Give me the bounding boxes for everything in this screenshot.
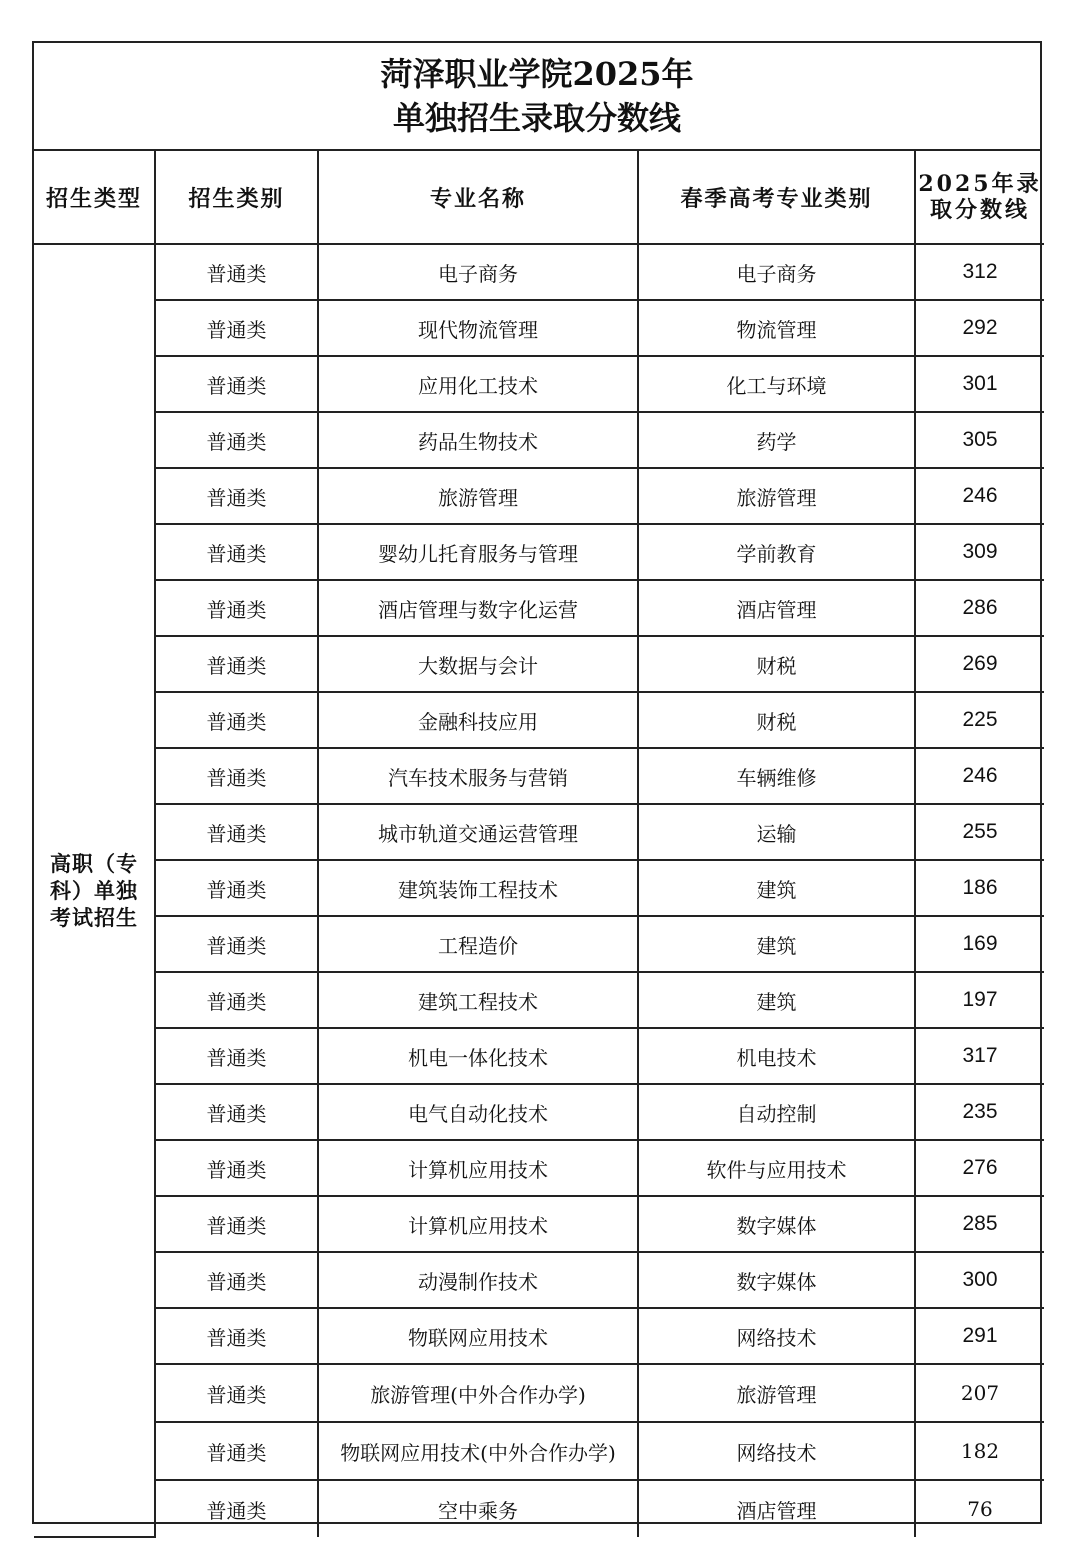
major-cell: 大数据与会计 [318, 636, 638, 692]
table-row [34, 356, 1044, 412]
spring-category-cell: 数字媒体 [638, 1252, 915, 1308]
score-cell: 317 [915, 1028, 1044, 1084]
category-cell: 普通类 [155, 1140, 318, 1196]
major-cell: 应用化工技术 [318, 356, 638, 412]
score-cell: 255 [915, 804, 1044, 860]
category-cell: 普通类 [155, 692, 318, 748]
score-cell: 182 [915, 1422, 1044, 1480]
major-cell: 旅游管理(中外合作办学) [318, 1364, 638, 1422]
spring-category-cell: 网络技术 [638, 1308, 915, 1364]
score-cell: 235 [915, 1084, 1044, 1140]
major-cell: 电子商务 [318, 244, 638, 300]
major-cell: 汽车技术服务与营销 [318, 748, 638, 804]
major-cell: 物联网应用技术 [318, 1308, 638, 1364]
score-cell: 246 [915, 748, 1044, 804]
spring-category-cell: 学前教育 [638, 524, 915, 580]
category-cell: 普通类 [155, 748, 318, 804]
table-row [34, 1028, 1044, 1084]
score-cell: 76 [915, 1480, 1044, 1537]
spring-category-cell: 酒店管理 [638, 1480, 915, 1537]
category-cell: 普通类 [155, 356, 318, 412]
spring-category-cell: 电子商务 [638, 244, 915, 300]
header-spring-category: 春季高考专业类别 [638, 151, 915, 244]
table-row [34, 1196, 1044, 1252]
score-cell: 186 [915, 860, 1044, 916]
major-cell: 动漫制作技术 [318, 1252, 638, 1308]
table-row [34, 860, 1044, 916]
table-row [34, 1140, 1044, 1196]
score-cell: 197 [915, 972, 1044, 1028]
major-cell: 旅游管理 [318, 468, 638, 524]
score-cell: 269 [915, 636, 1044, 692]
title-line-2: 单独招生录取分数线 [392, 99, 681, 137]
score-cell: 276 [915, 1140, 1044, 1196]
spring-category-cell: 软件与应用技术 [638, 1140, 915, 1196]
spring-category-cell: 物流管理 [638, 300, 915, 356]
category-cell: 普通类 [155, 1364, 318, 1422]
score-cell: 291 [915, 1308, 1044, 1364]
category-cell: 普通类 [155, 580, 318, 636]
table-row [34, 1480, 1044, 1537]
major-cell: 建筑工程技术 [318, 972, 638, 1028]
score-cell: 207 [915, 1364, 1044, 1422]
table-row [34, 1308, 1044, 1364]
category-cell: 普通类 [155, 636, 318, 692]
major-cell: 婴幼儿托育服务与管理 [318, 524, 638, 580]
spring-category-cell: 建筑 [638, 916, 915, 972]
table-row [34, 748, 1044, 804]
major-cell: 金融科技应用 [318, 692, 638, 748]
table-row [34, 972, 1044, 1028]
major-cell: 空中乘务 [318, 1480, 638, 1537]
category-cell: 普通类 [155, 524, 318, 580]
score-cell: 286 [915, 580, 1044, 636]
admission-type-cell: 高职（专科）单独考试招生 [34, 244, 155, 1537]
score-cell: 300 [915, 1252, 1044, 1308]
spring-category-cell: 财税 [638, 636, 915, 692]
category-cell: 普通类 [155, 1252, 318, 1308]
header-major: 专业名称 [318, 151, 638, 244]
category-cell: 普通类 [155, 1028, 318, 1084]
header-admission-type: 招生类型 [34, 151, 155, 244]
score-cell: 301 [915, 356, 1044, 412]
table-row [34, 300, 1044, 356]
major-cell: 机电一体化技术 [318, 1028, 638, 1084]
spring-category-cell: 车辆维修 [638, 748, 915, 804]
table-row [34, 692, 1044, 748]
table-row [34, 524, 1044, 580]
category-cell: 普通类 [155, 468, 318, 524]
category-cell: 普通类 [155, 244, 318, 300]
major-cell: 现代物流管理 [318, 300, 638, 356]
category-cell: 普通类 [155, 916, 318, 972]
spring-category-cell: 化工与环境 [638, 356, 915, 412]
category-cell: 普通类 [155, 804, 318, 860]
header-score: 2025年录取分数线 [915, 151, 1044, 244]
score-cell: 285 [915, 1196, 1044, 1252]
score-cell: 305 [915, 412, 1044, 468]
table-row [34, 244, 1044, 300]
score-table [34, 151, 1044, 1538]
major-cell: 工程造价 [318, 916, 638, 972]
category-cell: 普通类 [155, 972, 318, 1028]
table-row [34, 804, 1044, 860]
major-cell: 计算机应用技术 [318, 1196, 638, 1252]
table-row [34, 580, 1044, 636]
table-row [34, 412, 1044, 468]
spring-category-cell: 建筑 [638, 972, 915, 1028]
major-cell: 建筑装饰工程技术 [318, 860, 638, 916]
score-cell: 312 [915, 244, 1044, 300]
table-row [34, 1252, 1044, 1308]
table-row [34, 1422, 1044, 1480]
title-line-1: 菏泽职业学院2025年 [380, 55, 694, 93]
major-cell: 计算机应用技术 [318, 1140, 638, 1196]
score-cell: 169 [915, 916, 1044, 972]
category-cell: 普通类 [155, 412, 318, 468]
spring-category-cell: 数字媒体 [638, 1196, 915, 1252]
document-title [34, 43, 1040, 151]
spring-category-cell: 建筑 [638, 860, 915, 916]
spring-category-cell: 自动控制 [638, 1084, 915, 1140]
table-row [34, 1364, 1044, 1422]
category-cell: 普通类 [155, 300, 318, 356]
category-cell: 普通类 [155, 1422, 318, 1480]
category-cell: 普通类 [155, 1084, 318, 1140]
major-cell: 城市轨道交通运营管理 [318, 804, 638, 860]
admission-score-document [32, 41, 1042, 1524]
spring-category-cell: 酒店管理 [638, 580, 915, 636]
table-row [34, 1084, 1044, 1140]
major-cell: 电气自动化技术 [318, 1084, 638, 1140]
header-category: 招生类别 [155, 151, 318, 244]
spring-category-cell: 机电技术 [638, 1028, 915, 1084]
score-cell: 225 [915, 692, 1044, 748]
score-cell: 309 [915, 524, 1044, 580]
spring-category-cell: 旅游管理 [638, 468, 915, 524]
category-cell: 普通类 [155, 1308, 318, 1364]
table-body [34, 244, 1044, 1537]
table-row [34, 468, 1044, 524]
major-cell: 物联网应用技术(中外合作办学) [318, 1422, 638, 1480]
spring-category-cell: 药学 [638, 412, 915, 468]
category-cell: 普通类 [155, 860, 318, 916]
major-cell: 药品生物技术 [318, 412, 638, 468]
score-cell: 292 [915, 300, 1044, 356]
header-row [34, 151, 1044, 244]
table-row [34, 636, 1044, 692]
spring-category-cell: 财税 [638, 692, 915, 748]
spring-category-cell: 网络技术 [638, 1422, 915, 1480]
score-cell: 246 [915, 468, 1044, 524]
spring-category-cell: 运输 [638, 804, 915, 860]
major-cell: 酒店管理与数字化运营 [318, 580, 638, 636]
spring-category-cell: 旅游管理 [638, 1364, 915, 1422]
category-cell: 普通类 [155, 1196, 318, 1252]
table-row [34, 916, 1044, 972]
category-cell: 普通类 [155, 1480, 318, 1537]
